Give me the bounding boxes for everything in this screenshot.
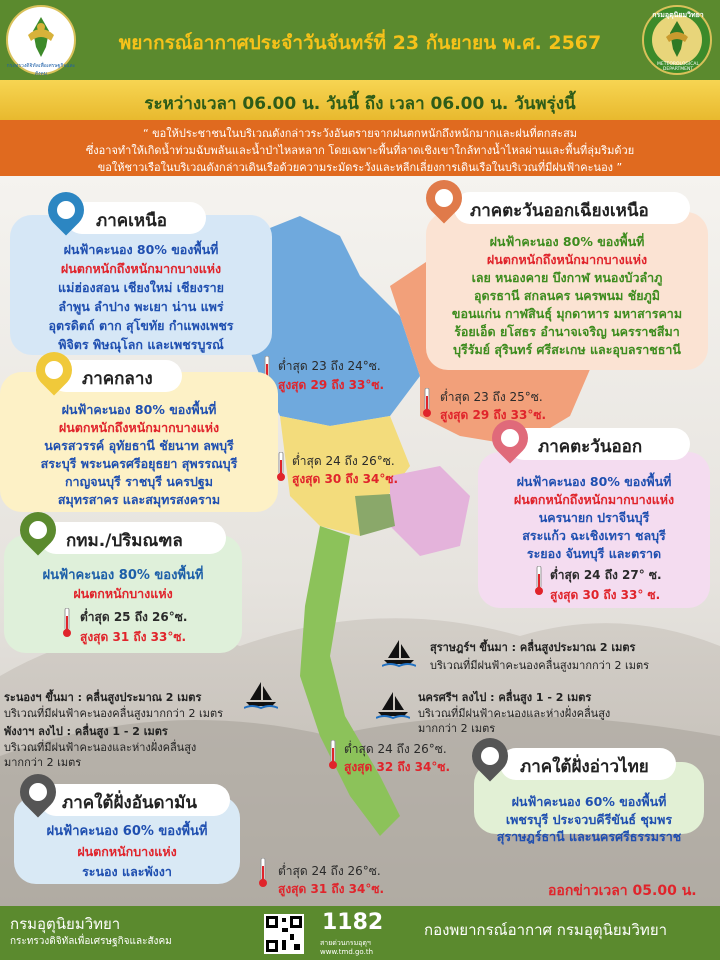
sea-nakhon-desc-2: มากกว่า 2 เมตร xyxy=(418,722,496,735)
thermometer-icon xyxy=(62,608,72,638)
location-marker-icon xyxy=(36,352,72,388)
south-gulf-min-temp: ต่ำสุด 24 ถึง 26°ซ. xyxy=(344,742,447,756)
tmd-logo-subtext: METEOROLOGICAL DEPARTMENT xyxy=(657,62,699,72)
central-region-name: ภาคกลาง xyxy=(82,369,153,389)
footer-ministry: กระทรวงดิจิทัลเพื่อเศรษฐกิจและสังคม xyxy=(10,936,172,947)
south-andaman-rain: ฝนฟ้าคะนอง 60% ของพื้นที่ xyxy=(46,824,208,839)
website-link[interactable]: www.tmd.go.th xyxy=(320,948,373,956)
thermometer-icon xyxy=(422,388,432,418)
north-area-3: อุตรดิตถ์ ตาก สุโขทัย กำแพงเพชร xyxy=(48,318,234,333)
page-title: พยากรณ์อากาศประจำวันจันทร์ที่ 23 กันยายน พ.ศ. 2567 xyxy=(118,32,602,54)
east-min-temp: ต่ำสุด 24 ถึง 27° ซ. xyxy=(550,568,662,582)
sailboat-icon xyxy=(382,638,416,672)
location-marker-icon xyxy=(426,180,462,216)
south-gulf-max-temp: สูงสุด 32 ถึง 34°ซ. xyxy=(344,760,451,774)
east-area-3: ระยอง จันทบุรี และตราด xyxy=(526,546,662,561)
location-marker-icon xyxy=(20,512,56,548)
north-area-2: ลำพูน ลำปาง พะเยา น่าน แพร่ xyxy=(58,299,224,314)
east-region-shape xyxy=(390,466,470,556)
tmd-logo-text: กรมอุตุนิยมวิทยา xyxy=(652,11,704,19)
warning-line-1: “ ขอให้ประชาชนในบริเวณดังกล่าวระวังอันตรายจากฝนตกหนักถึงหนักมากและฝนที่ตกสะสม xyxy=(142,127,578,140)
south-gulf-rain: ฝนฟ้าคะนอง 60% ของพื้นที่ xyxy=(511,794,667,809)
south-andaman-min-temp: ต่ำสุด 24 ถึง 26°ซ. xyxy=(278,864,381,878)
south-gulf-region-name: ภาคใต้ฝั่งอ่าวไทย xyxy=(520,757,649,777)
east-area-2: สระแก้ว ฉะเชิงเทรา ชลบุรี xyxy=(522,528,666,543)
central-rain: ฝนฟ้าคะนอง 80% ของพื้นที่ xyxy=(61,402,217,417)
issued-time: ออกข่าวเวลา 05.00 น. xyxy=(548,883,697,899)
central-heavy-rain: ฝนตกหนักถึงหนักมากบางแห่ง xyxy=(58,420,220,435)
northeast-area-5: บุรีรัมย์ สุรินทร์ ศรีสะเกษ และอุบลราชธานี xyxy=(453,342,681,357)
east-area-1: นครนายก ปราจีนบุรี xyxy=(538,510,650,525)
north-max-temp: สูงสุด 29 ถึง 33°ซ. xyxy=(278,378,385,392)
location-marker-icon xyxy=(492,420,528,456)
central-area-3: กาญจนบุรี ราชบุรี นครปฐม xyxy=(64,474,214,489)
northeast-area-3: ขอนแก่น กาฬสินธุ์ มุกดาหาร มหาสารคาม xyxy=(451,306,683,321)
east-max-temp: สูงสุด 30 ถึง 33° ซ. xyxy=(550,588,661,602)
footer-division: กองพยากรณ์อากาศ กรมอุตุนิยมวิทยา xyxy=(424,921,668,939)
sea-nakhon-desc-1: บริเวณที่มีฝนฟ้าคะนองและห่างฝั่งคลื่นสูง xyxy=(418,707,611,720)
thermometer-icon xyxy=(258,858,268,888)
bangkok-region-name: กทม./ปริมณฑล xyxy=(66,531,183,551)
warning-line-3: ขอให้ชาวเรือในบริเวณดังกล่าวเดินเรือด้วยความระมัดระวังและหลีกเลี่ยงการเดินเรือในบริเวณที่มีฝนฟ้าคะนอง ” xyxy=(97,161,623,174)
sea-surat-title: สุราษฎร์ฯ ขึ้นมา : คลื่นสูงประมาณ 2 เมตร xyxy=(430,641,636,654)
thermometer-icon xyxy=(276,452,286,482)
warning-line-2: ซึ่งอาจทำให้เกิดน้ำท่วมฉับพลันและน้ำป่าไหลหลาก โดยเฉพาะพื้นที่ลาดเชิงเขาใกล้ทางน้ำไหลผ่านและพื้นที่ลุ่มริมด้วย xyxy=(85,144,635,157)
sailboat-icon xyxy=(244,680,278,714)
sea-ranong-desc: บริเวณที่มีฝนฟ้าคะนองคลื่นสูงมากกว่า 2 เมตร xyxy=(4,707,224,720)
northeast-region-name: ภาคตะวันออกเฉียงเหนือ xyxy=(470,201,649,221)
northeast-max-temp: สูงสุด 29 ถึง 33°ซ. xyxy=(440,408,547,422)
bangkok-heavy-rain: ฝนตกหนักบางแห่ง xyxy=(73,586,173,601)
north-area-4: พิจิตร พิษณุโลก และเพชรบูรณ์ xyxy=(58,337,224,352)
northeast-heavy-rain: ฝนตกหนักถึงหนักมากบางแห่ง xyxy=(486,252,648,267)
sea-phangnga-title: พังงาฯ ลงไป : คลื่นสูง 1 - 2 เมตร xyxy=(4,725,168,738)
central-area-4: สมุทรสาคร และสมุทรสงคราม xyxy=(57,492,221,507)
footer-org: กรมอุตุนิยมวิทยา xyxy=(10,915,121,933)
east-rain: ฝนฟ้าคะนอง 80% ของพื้นที่ xyxy=(516,474,672,489)
north-rain: ฝนฟ้าคะนอง 80% ของพื้นที่ xyxy=(63,242,219,257)
sea-ranong-title: ระนองฯ ขึ้นมา : คลื่นสูงประมาณ 2 เมตร xyxy=(4,691,202,704)
south-andaman-max-temp: สูงสุด 31 ถึง 34°ซ. xyxy=(278,882,385,896)
sailboat-icon xyxy=(376,690,410,724)
central-area-1: นครสวรรค์ อุทัยธานี ชัยนาท ลพบุรี xyxy=(44,438,234,453)
south-andaman-area-1: ระนอง และพังงา xyxy=(82,864,172,879)
bangkok-rain: ฝนฟ้าคะนอง 80% ของพื้นที่ xyxy=(42,568,204,583)
north-area-1: แม่ฮ่องสอน เชียงใหม่ เชียงราย xyxy=(58,280,224,295)
sea-surat-desc: บริเวณที่มีฝนฟ้าคะนองคลื่นสูงมากกว่า 2 เมตร xyxy=(430,659,650,672)
sea-nakhon-title: นครศรีฯ ลงไป : คลื่นสูง 1 - 2 เมตร xyxy=(418,691,592,704)
north-heavy-rain: ฝนตกหนักถึงหนักมากบางแห่ง xyxy=(60,261,222,276)
south-andaman-heavy-rain: ฝนตกหนักบางแห่ง xyxy=(77,844,177,859)
location-marker-icon xyxy=(20,774,56,810)
south-andaman-region-name: ภาคใต้ฝั่งอันดามัน xyxy=(62,793,197,813)
hotline-label: สายด่วนกรมอุตุฯ xyxy=(320,939,371,947)
location-marker-icon xyxy=(472,738,508,774)
bangkok-region-shape xyxy=(355,494,395,536)
north-region-name: ภาคเหนือ xyxy=(96,211,167,231)
location-marker-icon xyxy=(48,192,84,228)
thermometer-icon xyxy=(534,566,544,596)
northeast-min-temp: ต่ำสุด 23 ถึง 25°ซ. xyxy=(440,390,543,404)
northeast-area-4: ร้อยเอ็ด ยโสธร อำนาจเจริญ นครราชสีมา xyxy=(454,324,680,339)
thermometer-icon xyxy=(328,740,338,770)
northeast-area-2: อุดรธานี สกลนคร นครพนม ชัยภูมิ xyxy=(474,288,660,303)
south-gulf-area-2: สุราษฎร์ธานี และนครศรีธรรมราช xyxy=(496,829,682,844)
forecast-period: ระหว่างเวลา 06.00 น. วันนี้ ถึง เวลา 06.00 น. วันพรุ่งนี้ xyxy=(144,94,576,114)
sea-phangnga-desc-1: บริเวณที่มีฝนฟ้าคะนองและห่างฝั่งคลื่นสูง xyxy=(4,741,197,754)
northeast-area-1: เลย หนองคาย บึงกาฬ หนองบัวลำภู xyxy=(471,270,663,285)
central-min-temp: ต่ำสุด 24 ถึง 26°ซ. xyxy=(292,454,395,468)
east-region-name: ภาคตะวันออก xyxy=(538,437,643,457)
north-min-temp: ต่ำสุด 23 ถึง 24°ซ. xyxy=(278,359,381,373)
east-heavy-rain: ฝนตกหนักถึงหนักมากบางแห่ง xyxy=(513,492,675,507)
bangkok-min-temp: ต่ำสุด 25 ถึง 26°ซ. xyxy=(80,610,188,624)
bangkok-max-temp: สูงสุด 31 ถึง 33°ซ. xyxy=(80,630,187,644)
central-max-temp: สูงสุด 30 ถึง 34°ซ. xyxy=(292,472,399,486)
northeast-rain: ฝนฟ้าคะนอง 80% ของพื้นที่ xyxy=(489,234,645,249)
ministry-logo-text: กระทรวงดิจิทัลเพื่อเศรษฐกิจและสังคม xyxy=(6,63,76,77)
south-gulf-area-1: เพชรบุรี ประจวบคีรีขันธ์ ชุมพร xyxy=(505,812,673,827)
central-area-2: สระบุรี พระนครศรีอยุธยา สุพรรณบุรี xyxy=(40,456,238,471)
sea-phangnga-desc-2: มากกว่า 2 เมตร xyxy=(4,756,82,769)
qr-code-icon xyxy=(264,914,304,954)
hotline-number: 1182 xyxy=(322,910,384,935)
